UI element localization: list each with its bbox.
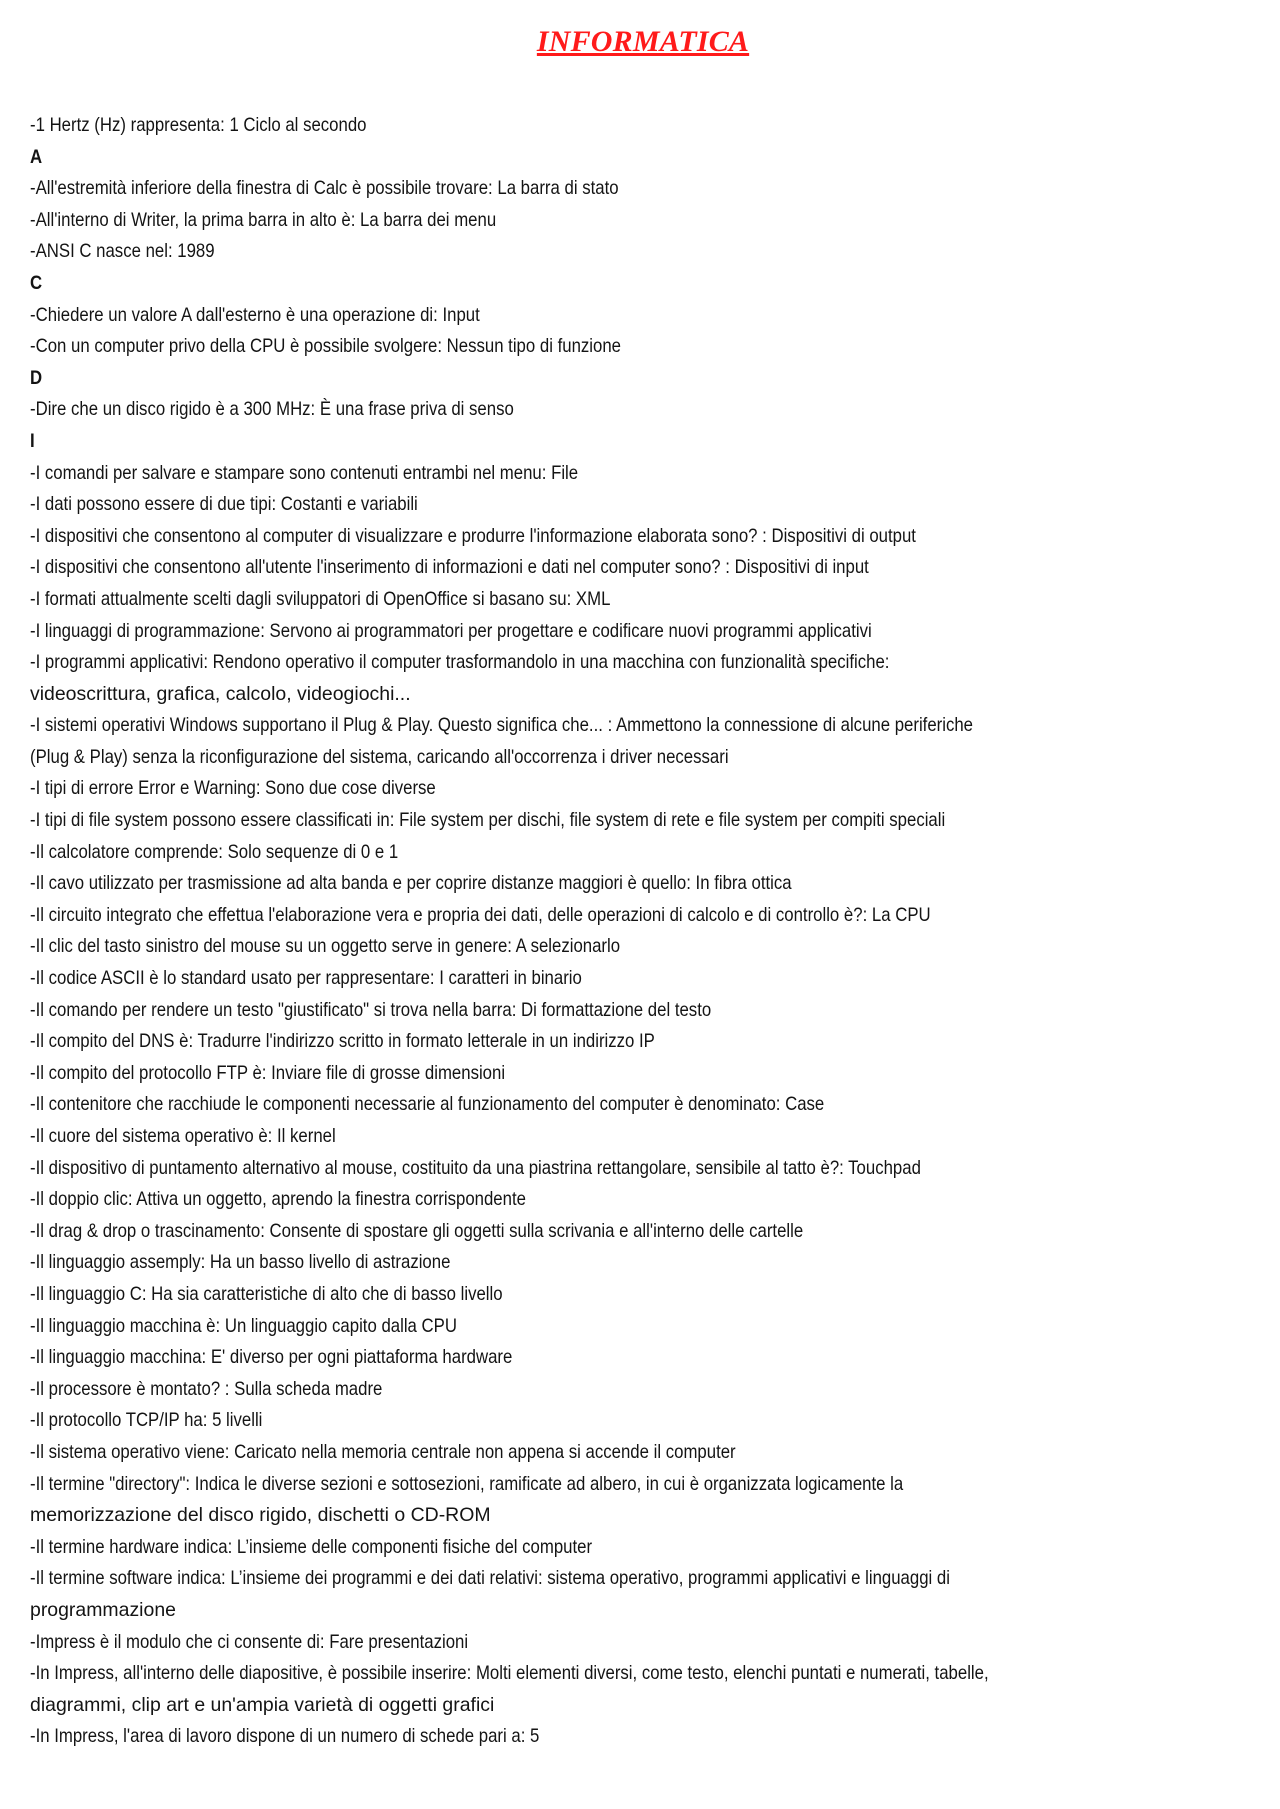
list-item: -In Impress, l'area di lavoro dispone di un numero di schede pari a: 5 (30, 1725, 540, 1748)
list-item: -I tipi di file system possono essere classificati in: File system per dischi, file system di rete e file system per compiti speciali (30, 809, 946, 832)
list-item: -All'estremità inferiore della finestra di Calc è possibile trovare: La barra di stato (30, 177, 619, 200)
list-item: -Impress è il modulo che ci consente di: Fare presentazioni (30, 1630, 469, 1653)
list-item: -I tipi di errore Error e Warning: Sono due cose diverse (30, 777, 436, 800)
continuation-text: programmazione (30, 1598, 176, 1621)
section-letter: C (30, 271, 43, 294)
list-item: -Il calcolatore comprende: Solo sequenze di 0 e 1 (30, 840, 399, 863)
list-item: -Con un computer privo della CPU è possibile svolgere: Nessun tipo di funzione (30, 335, 621, 358)
list-item-continuation (30, 1595, 1256, 1627)
list-item: -Il linguaggio C: Ha sia caratteristiche di alto che di basso livello (30, 1282, 503, 1305)
list-item: -Il termine software indica: L’insieme dei programmi e dei dati relativi: sistema operativo, programmi applicativi e linguaggi di (30, 1567, 950, 1590)
list-item: -1 Hertz (Hz) rappresenta: 1 Ciclo al secondo (30, 114, 367, 136)
list-item: -I formati attualmente scelti dagli sviluppatori di OpenOffice si basano su: XML (30, 587, 611, 610)
list-item: -I dispositivi che consentono al computer di visualizzare e produrre l'informazione elaborata sono? : Dispositivi di output (30, 524, 916, 547)
list-item: -Il cavo utilizzato per trasmissione ad alta banda e per coprire distanze maggiori è quello: In fibra ottica (30, 872, 792, 895)
list-item: -Il contenitore che racchiude le componenti necessarie al funzionamento del computer è denominato: Case (30, 1093, 825, 1116)
list-item: -In Impress, all'interno delle diapositive, è possibile inserire: Molti elementi diversi, come testo, elenchi puntati e numerati, tabelle, (30, 1662, 989, 1685)
list-item: -Il termine "directory": Indica le diverse sezioni e sottosezioni, ramificate ad albero, in cui è organizzata logicamente la (30, 1472, 904, 1495)
list-item: -Il linguaggio assemply: Ha un basso livello di astrazione (30, 1251, 451, 1274)
list-item: -Il dispositivo di puntamento alternativo al mouse, costituito da una piastrina rettangolare, sensibile al tatto è?: Touchpad (30, 1156, 921, 1179)
list-item: -Il doppio clic: Attiva un oggetto, aprendo la finestra corrispondente (30, 1188, 526, 1211)
list-item: -All'interno di Writer, la prima barra in alto è: La barra dei menu (30, 208, 497, 231)
list-item: (Plug & Play) senza la riconfigurazione del sistema, caricando all'occorrenza i driver necessari (30, 745, 729, 768)
continuation-text: diagrammi, clip art e un'ampia varietà di oggetti grafici (30, 1693, 495, 1716)
continuation-text: memorizzazione del disco rigido, dischetti o CD-ROM (30, 1504, 491, 1527)
list-item: -Il comando per rendere un testo "giustificato" si trova nella barra: Di formattazione del testo (30, 998, 712, 1021)
list-item: -Il cuore del sistema operativo è: Il kernel (30, 1125, 336, 1147)
list-item: -Il circuito integrato che effettua l'elaborazione vera e propria dei dati, delle operazioni di calcolo e di controllo è?: La CPU (30, 903, 931, 926)
section-letter: A (30, 145, 43, 168)
page-title: INFORMATICA (536, 25, 750, 58)
list-item: -I dispositivi che consentono all'utente l'inserimento di informazioni e dati nel computer sono? : Dispositivi di input (30, 556, 869, 579)
list-item: -I comandi per salvare e stampare sono contenuti entrambi nel menu: File (30, 461, 579, 484)
list-item: -I dati possono essere di due tipi: Costanti e variabili (30, 493, 418, 516)
list-item: -Il linguaggio macchina è: Un linguaggio capito dalla CPU (30, 1314, 457, 1337)
list-item: -Il linguaggio macchina: E' diverso per ogni piattaforma hardware (30, 1346, 513, 1369)
list-item-continuation (30, 1500, 1256, 1532)
list-item: -Il codice ASCII è lo standard usato per rappresentare: I caratteri in binario (30, 967, 582, 990)
list-item: -Il clic del tasto sinistro del mouse su un oggetto serve in genere: A selezionarlo (30, 935, 621, 958)
list-item: -ANSI C nasce nel: 1989 (30, 240, 215, 263)
list-item: -Il termine hardware indica: L’insieme delle componenti fisiche del computer (30, 1535, 593, 1558)
list-item: -I sistemi operativi Windows supportano il Plug & Play. Questo significa che... : Ammettono la connessione di alcune periferiche (30, 714, 974, 737)
list-item: -I programmi applicativi: Rendono operativo il computer trasformandolo in una macchina con funzionalità specifiche: (30, 651, 890, 674)
list-item: -Il compito del DNS è: Tradurre l'indirizzo scritto in formato letterale in un indirizzo IP (30, 1030, 655, 1053)
list-item: -Chiedere un valore A dall'esterno è una operazione di: Input (30, 303, 480, 326)
document-body (30, 110, 1256, 1753)
list-item-continuation (30, 679, 1256, 711)
list-item: -I linguaggi di programmazione: Servono ai programmatori per progettare e codificare nuovi programmi applicativi (30, 619, 872, 642)
list-item: -Il compito del protocollo FTP è: Inviare file di grosse dimensioni (30, 1061, 506, 1084)
list-item: -Il sistema operativo viene: Caricato nella memoria centrale non appena si accende il computer (30, 1440, 736, 1463)
list-item: -Il protocollo TCP/IP ha: 5 livelli (30, 1409, 263, 1432)
section-letter: I (30, 429, 35, 452)
list-item: -Dire che un disco rigido è a 300 MHz: È una frase priva di senso (30, 398, 514, 421)
list-item-continuation (30, 1690, 1256, 1722)
list-item: -Il drag & drop o trascinamento: Consente di spostare gli oggetti sulla scrivania e all'interno delle cartelle (30, 1219, 804, 1242)
section-letter: D (30, 366, 43, 389)
list-item: -Il processore è montato? : Sulla scheda madre (30, 1377, 383, 1400)
continuation-text: videoscrittura, grafica, calcolo, videogiochi... (30, 682, 411, 705)
